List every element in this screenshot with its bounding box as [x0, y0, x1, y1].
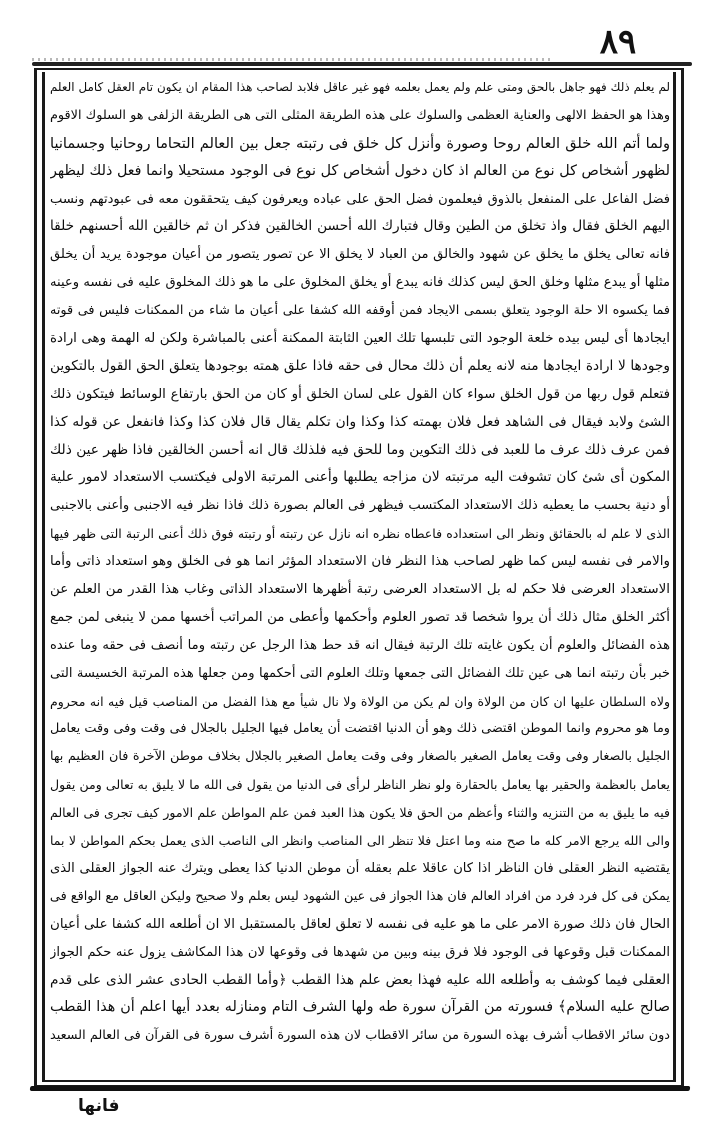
- text-line: فتعلم قول ربها من قول الخلق سواء كان القول على لسان الخلق أو كان من الحق بارتفاع الوسائط فيتكون ذلك: [50, 386, 670, 402]
- text-line: الممكنات قبل وقوعها فى الوجود فلا فرق بينه وبين من شهدها فى وقوعها لان هذا المكاشف يزول عنه حكم الجواز: [50, 944, 670, 960]
- text-line: أكثر الخلق مثال ذلك أن يروا شخصا قد تصور العلوم وأحكمها وأعطى من المراتب أخسها ممن لا ينبغى لمن جمع: [50, 609, 670, 625]
- catchword: فانها: [78, 1096, 120, 1116]
- text-line: المكون أى شئ كان تشوفت اليه مرتبته لان مزاجه يطلبها وأعنى المرتبة الاولى فيكتسب الاستعداد لامور علية: [50, 469, 670, 486]
- text-line: الجليل بالصغار وفى وقت يعامل الصغير بالصغار وفى وقت يعامل الصغير بالجلال بخلاف موطن الآخرة فان العظيم بها: [50, 749, 670, 765]
- text-line: لم يعلم ذلك فهو جاهل بالحق ومتى علم ولم يعمل بعلمه فهو غير عاقل فلابد لصاحب هذا المقام ان يكون تام العقل كامل العلم: [50, 80, 670, 94]
- text-line: خبر بأن رتبته انما هى عين تلك الفضائل التى جمعها وتلك العلوم التى أحكمها ومن جعلها هذه المرتبة الخسيسة التى: [50, 665, 670, 681]
- text-line: فمن عرف ذلك عرف ما للعبد فى ذلك التكوين وما للحق فيه فلذلك قال انه أحسن الخالقين فاذا ظهر عين ذلك: [50, 441, 670, 458]
- text-line: وهذا هو الحفظ الالهى والعناية العظمى والسلوك على هذه الطريقة المثلى التى هى الطريقة الزلفى هو السلوك الاقوم: [50, 107, 670, 123]
- text-line: وما هو محروم وانما الموطن اقتضى ذلك وهو أن الدنيا اقتضت أن يعامل فيها الجليل بالجلال فى وقت وفى وقت يعامل: [50, 721, 670, 737]
- text-line: أو دنية بحسب ما يعطيه ذلك الاستعداد المكتسب فيظهر فى العالم بصورة ذلك فاذا نظر فيه الاجنبى وأعنى بالاجنبى: [50, 498, 670, 514]
- text-line: وجودها لا ارادة ايجادها منه لانه يعلم أن ذلك محال فى حقه فاذا علق همته بوجودها يتعلق الحق القول بالتكوين: [50, 357, 670, 374]
- text-line: لظهور أشخاص كل نوع من العالم اذ كان دخول أشخاص كل نوع فى الوجود مستحيلا وانما فعل ذلك ليظهر: [50, 162, 670, 179]
- text-line: مثلها أو يبدع مثلها وخلق الحق ليس كذلك فانه يبدع أو يخلق المخلوق على ما هو ذلك المخلوق عليه فى نفسه وعينه: [50, 275, 670, 291]
- page-number: ٨٩: [599, 22, 637, 62]
- text-line: والامر فى نفسه ليس كما ظهر لصاحب هذا النظر فان الاستعداد المؤثر انما هو فى الخلق وهو استعداد ذاتى وأما: [50, 554, 670, 570]
- text-line: فيه ما يليق به من التنزيه والثناء وأعظم من الحق فلا يكون هذا العبد فمن علم المواطن علم الامور كيف تجرى فى العالم: [50, 805, 670, 821]
- top-rule: [32, 62, 692, 66]
- text-line: هذه الفضائل والعلوم أن يكون غايته تلك الرتبة فيقال انه قد حط هذا الرجل عن رتبته وما أنصف فى حقه وما عنده: [50, 637, 670, 653]
- text-line: والى الله يرجع الامر كله ما صح منه وما اعتل فلا تنظر الى المناصب وانظر الى الناصب الذى يعمل بحكم المواطن لا بما: [50, 833, 670, 849]
- text-line: يعامل بالعظمة والحقير بها يعامل بالحقارة ولو نظر الناظر لرأى فى الدنيا من يقول فى الله ما لا يليق به تعالى ومن يقول: [50, 777, 670, 793]
- text-line: فما يكسوه الا حلة الوجود يتعلق بسمى الايجاد فمن أوقفه الله كشفا على أعيان ما شاء من الممكنات فليس فى قوته: [50, 303, 670, 319]
- text-line: الشئ ولابد فيقال فى الشاهد فعل فلان بهمته كذا وكذا وان تكلم يقال قال فلان كذا وكذا فانفعل عن قوله كذا: [50, 413, 670, 430]
- top-ornament-dots: [32, 58, 552, 61]
- text-line: الذى لا علم له بالحقائق ونظر الى استعداده فاعطاه نظره انه نازل عن رتبته أو رتبته فوق ذلك أعنى الرتبة التى ظهر فيها: [50, 526, 670, 542]
- text-line: ولما أتم الله خلق العالم روحا وصورة وأنزل كل خلق فى رتبته جعل بين العالم التحاما روحانيا وجسمانيا: [50, 134, 670, 152]
- text-line: ايجادها أى ليس بيده خلعة الوجود التى تلبسها تلك العين الثابتة الممكنة أعنى بالمباشرة ولكن له الهمة وهى ارادة: [50, 331, 670, 347]
- text-line: الحال فان ذلك صورة الامر على ما هو عليه فى نفسه لا تعلق لعاقل بالمستقبل الا ان أطلعه الله كشفا على أعيان: [50, 916, 670, 932]
- text-line: صالح عليه السلام﴾ فسورته من القرآن سورة طه ولها الشرف التام ومنازله بعدد أيها اعلم أن هذا القطب: [50, 999, 670, 1016]
- text-line: العقلى فيما كوشف به وأطلعه الله عليه فهذا بعض علم هذا القطب ﴿وأما القطب الحادى عشر الذى على قدم: [50, 971, 670, 988]
- text-line: فانه تعالى يخلق ما يخلق عن شهود والخالق من العباد لا يخلق الا عن تصور يتصور من أعيان موجودة يريد أن يخلق: [50, 247, 670, 263]
- text-line: يقتضيه النظر العقلى فان الناظر اذا كان عاقلا علم بعقله أن موطن الدنيا كذا يعطى ويترك عنه الجواز العقلى الذى: [50, 860, 670, 876]
- text-block: [50, 74, 670, 1080]
- bottom-rule: [30, 1086, 691, 1091]
- text-line: يمكن فى كل فرد فرد من افراد العالم فان هذا الجواز فى عين الشهود ليس بعلم ولا صحيح وليكن العاقل مع الواقع فى: [50, 888, 670, 904]
- text-line: ولاه السلطان عليها ان كان من الولاة وان لم يكن من الولاة ولا نال شيأ مع هذا الفضل من المناصب قيل فيه انه محروم: [50, 693, 670, 709]
- text-line: دون سائر الاقطاب أشرف بهذه السورة من سائر الاقطاب لان هذه السورة أشرف سورة فى القرآن فى العالم السعيد: [50, 1028, 670, 1044]
- text-line: الاستعداد العرضى فلا حكم له بل الاستعداد العرضى رتبة أظهرها الاستعداد الذاتى وغاب هذا القدر من العلم عن: [50, 582, 670, 598]
- text-line: فضل الفاعل على المنفعل بالذوق فيعلمون فضل الحق على عباده ويعرفون كيف يتحققون معه فى عبودتهم ونسب: [50, 191, 670, 207]
- text-line: اليهم الخلق فقال واذ تخلق من الطين وقال فتبارك الله أحسن الخالقين فذكر ان ثم خالقين الله أحسنهم خلقا: [50, 218, 670, 235]
